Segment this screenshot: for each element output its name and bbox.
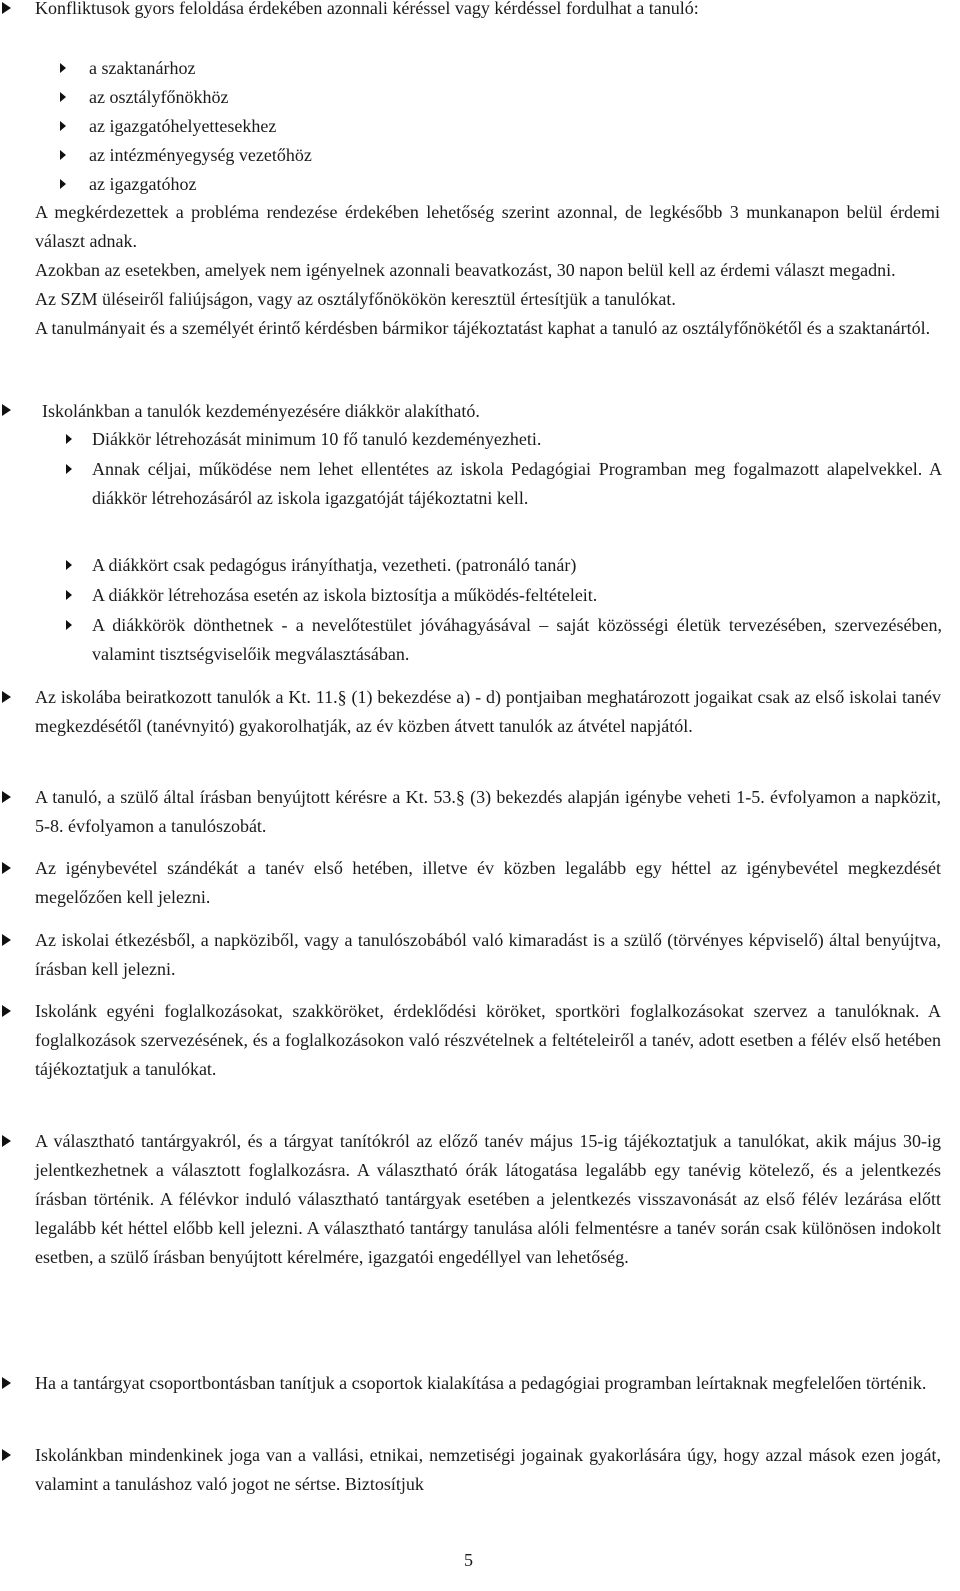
- paragraph: A választható tantárgyakról, és a tárgyat tanítókról az előző tanév május 15-ig tájékoztatjuk a tanulókat, akik május 30-ig jelentkezhetnek a választott foglalkozásra. A választható órák látogatása legalább egy tanévig kötelező, és a jelentkezés írásban történik. A félévkor induló választható tantárgyak esetében a jelentkezés visszavonását az első félév lezárása előtt legalább két héttel előbb kell jelezni. A választható tantárgy tanulása alóli felmentésre a tanév során csak különösen indokolt esetben, a szülő írásban benyújtott kérelmére, igazgatói engedéllyel van lehetőség.: [35, 1131, 941, 1267]
- list-item: A diákkör létrehozása esetén az iskola biztosítja a működés-feltételeit.: [92, 585, 598, 605]
- paragraph: Azokban az esetekben, amelyek nem igényelnek azonnali beavatkozást, 30 napon belül kell az érdemi választ megadni.: [35, 260, 896, 280]
- bullet-arrow-icon: [2, 862, 11, 874]
- block1-body: [35, 198, 940, 343]
- bullet-arrow-icon: [2, 791, 11, 803]
- paragraph: Az igénybevétel szándékát a tanév első hetében, illetve év közben legalább egy héttel az igénybevétel megkezdését megelőzően kell jelezni.: [35, 858, 941, 907]
- paragraph: A megkérdezettek a probléma rendezése érdekében lehetőség szerint azonnal, de legkésőbb 3 munkanapon belül érdemi választ adnak.: [35, 202, 940, 251]
- list-item: az osztályfőnökhöz: [89, 87, 229, 107]
- list-item: Diákkör létrehozását minimum 10 fő tanuló kezdeményezheti.: [92, 429, 542, 449]
- sub-bullet-icon: [60, 179, 66, 189]
- sub-bullet-icon: [66, 560, 72, 570]
- page-number: 5: [464, 1550, 473, 1570]
- paragraph: A tanulmányait és a személyét érintő kérdésben bármikor tájékoztatást kaphat a tanuló az osztályfőnökétől és a szaktanártól.: [35, 318, 931, 338]
- list-item: az igazgatóhelyettesekhez: [89, 116, 277, 136]
- paragraph: Ha a tantárgyat csoportbontásban tanítjuk a csoportok kialakítása a pedagógiai programban leírtaknak megfelelően történik.: [35, 1373, 927, 1393]
- block1-intro: Konfliktusok gyors feloldása érdekében azonnali kéréssel vagy kérdéssel fordulhat a tanuló:: [35, 0, 699, 18]
- bullet-arrow-icon: [2, 1377, 11, 1389]
- bullet-arrow-icon: [2, 934, 11, 946]
- list-item: az igazgatóhoz: [89, 174, 197, 194]
- sub-bullet-icon: [66, 434, 72, 444]
- list-item: A diákkörök dönthetnek - a nevelőtestület jóváhagyásával – saját közösségi életük tervezésében, szervezésében, valamint tisztségviselőik megválasztásában.: [92, 615, 942, 664]
- list-item: Annak céljai, működése nem lehet ellentétes az iskola Pedagógiai Programban meg fogalmazott alapelvekkel. A diákkör létrehozásáról az iskola igazgatóját tájékoztatni kell.: [92, 459, 942, 508]
- list-item: A diákkört csak pedagógus irányíthatja, vezetheti. (patronáló tanár): [92, 555, 577, 575]
- paragraph: Az SZM üléseiről faliújságon, vagy az osztályfőnökökön keresztül értesítjük a tanulókat.: [35, 289, 676, 309]
- bullet-arrow-icon: [2, 1449, 11, 1461]
- sub-bullet-icon: [60, 92, 66, 102]
- paragraph: Az iskolai étkezésből, a napköziből, vagy a tanulószobából való kimaradást is a szülő (törvényes képviselő) által benyújtva, írásban kell jelezni.: [35, 930, 941, 979]
- sub-bullet-icon: [66, 590, 72, 600]
- paragraph: Az iskolába beiratkozott tanulók a Kt. 11.§ (1) bekezdése a) - d) pontjaiban meghatározott jogaikat csak az első iskolai tanév megkezdésétől (tanévnyitó) gyakorolhatják, az év közben átvett tanulók az átvétel napjától.: [35, 687, 941, 736]
- bullet-arrow-icon: [2, 404, 11, 416]
- sub-bullet-icon: [66, 464, 72, 474]
- bullet-arrow-icon: [2, 1005, 11, 1017]
- sub-bullet-icon: [66, 620, 72, 630]
- paragraph: A tanuló, a szülő által írásban benyújtott kérésre a Kt. 53.§ (3) bekezdés alapján igénybe veheti 1-5. évfolyamon a napközit, 5-8. évfolyamon a tanulószobát.: [35, 787, 941, 836]
- paragraph: Iskolánkban mindenkinek joga van a vallási, etnikai, nemzetiségi jogainak gyakorlására úgy, hogy azzal mások ezen jogát, valamint a tanuláshoz való jogot ne sértse. Biztosítjuk: [35, 1445, 941, 1494]
- bullet-arrow-icon: [2, 1135, 11, 1147]
- block2-intro: Iskolánkban a tanulók kezdeményezésére diákkör alakítható.: [42, 401, 480, 421]
- list-item: a szaktanárhoz: [89, 58, 196, 78]
- sub-bullet-icon: [60, 121, 66, 131]
- list-item: az intézményegység vezetőhöz: [89, 145, 312, 165]
- paragraph: Iskolánk egyéni foglalkozásokat, szakköröket, érdeklődési köröket, sportköri foglalkozásokat szervez a tanulóknak. A foglalkozások szervezésének, és a foglalkozásokon való részvételnek a feltételeiről a tanév, adott esetben a félév első hetében tájékoztatjuk a tanulókat.: [35, 1001, 941, 1079]
- sub-bullet-icon: [60, 150, 66, 160]
- bullet-arrow-icon: [2, 2, 11, 14]
- bullet-arrow-icon: [2, 691, 11, 703]
- sub-bullet-icon: [60, 63, 66, 73]
